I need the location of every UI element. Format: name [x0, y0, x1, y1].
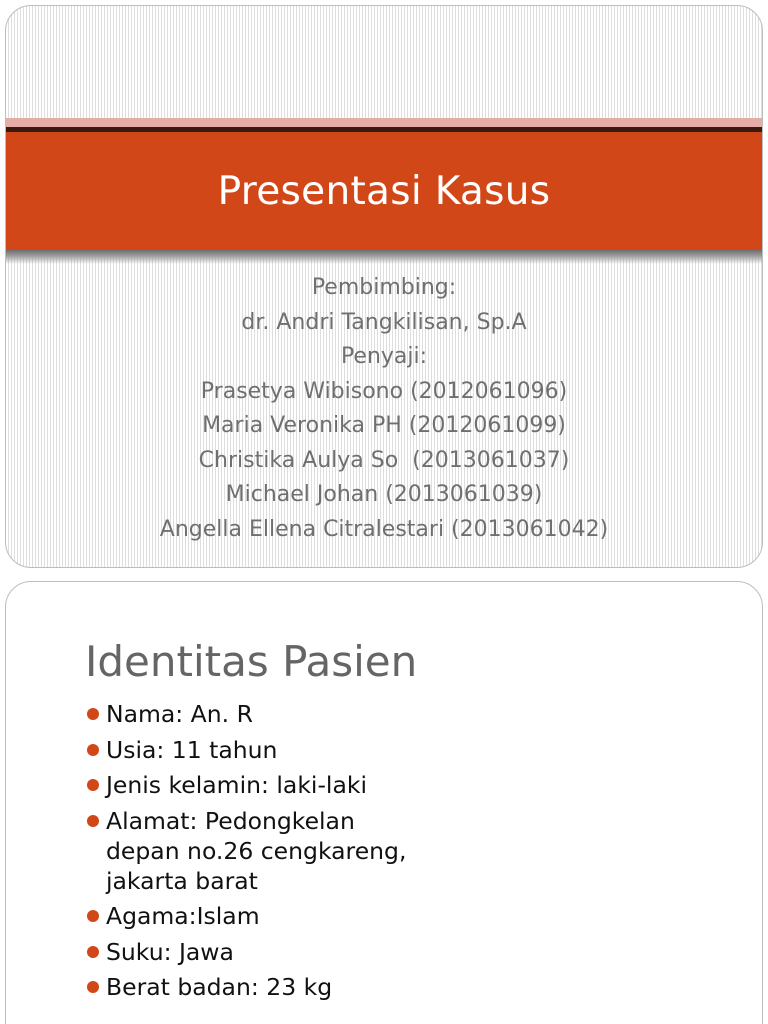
bullet-text-name: Nama: An. R — [106, 700, 253, 728]
slide-title: Presentasi Kasus — [217, 168, 551, 214]
subtitle-line-presenter-label: Penyaji: — [340, 344, 428, 369]
bullet-dot-icon — [87, 744, 99, 756]
slide-patient-identity — [5, 581, 763, 1024]
bullet-text-religion: Agama:Islam — [106, 902, 260, 930]
bullet-dot-icon — [87, 708, 99, 720]
subtitle-line-presenter-1: Prasetya Wibisono (2012061096) — [200, 378, 568, 404]
subtitle-line-supervisor-label: Pembimbing: — [311, 275, 457, 300]
subtitle-line-supervisor-name: dr. Andri Tangkilisan, Sp.A — [241, 309, 527, 335]
title-band-highlight — [6, 118, 762, 127]
subtitle-line-presenter-5: Angella Ellena Citralestari (2013061042) — [159, 516, 609, 542]
subtitle-line-presenter-4: Michael Johan (2013061039) — [225, 482, 543, 507]
slide-heading: Identitas Pasien — [85, 637, 418, 686]
bullet-list — [84, 699, 424, 1008]
bullet-text-address: Alamat: Pedongkelan depan no.26 cengkareng, jakarta barat — [106, 806, 407, 895]
title-band — [6, 132, 762, 250]
bullet-item — [84, 806, 424, 896]
bullet-text-ethnicity: Suku: Jawa — [106, 937, 234, 966]
bullet-item — [84, 937, 424, 967]
subtitle-line-presenter-3: Christika Aulya So (2013061037) — [198, 447, 570, 473]
bullet-dot-icon — [87, 815, 99, 827]
bullet-item — [84, 901, 424, 931]
bullet-text-weight: Berat badan: 23 kg — [106, 973, 333, 1001]
bullet-item — [84, 735, 424, 765]
title-band-shadow — [6, 250, 762, 264]
bullet-item — [84, 699, 424, 729]
bullet-item — [84, 972, 424, 1002]
bullet-item — [84, 770, 424, 800]
bullet-dot-icon — [87, 981, 99, 993]
bullet-text-age: Usia: 11 tahun — [106, 735, 278, 764]
bullet-dot-icon — [87, 910, 99, 922]
subtitle-line-presenter-2: Maria Veronika PH (2012061099) — [202, 413, 566, 438]
bullet-text-gender: Jenis kelamin: laki-laki — [106, 771, 368, 799]
slide-title-page — [5, 5, 763, 568]
subtitle-block — [6, 271, 762, 547]
bullet-dot-icon — [87, 946, 99, 958]
bullet-dot-icon — [87, 779, 99, 791]
